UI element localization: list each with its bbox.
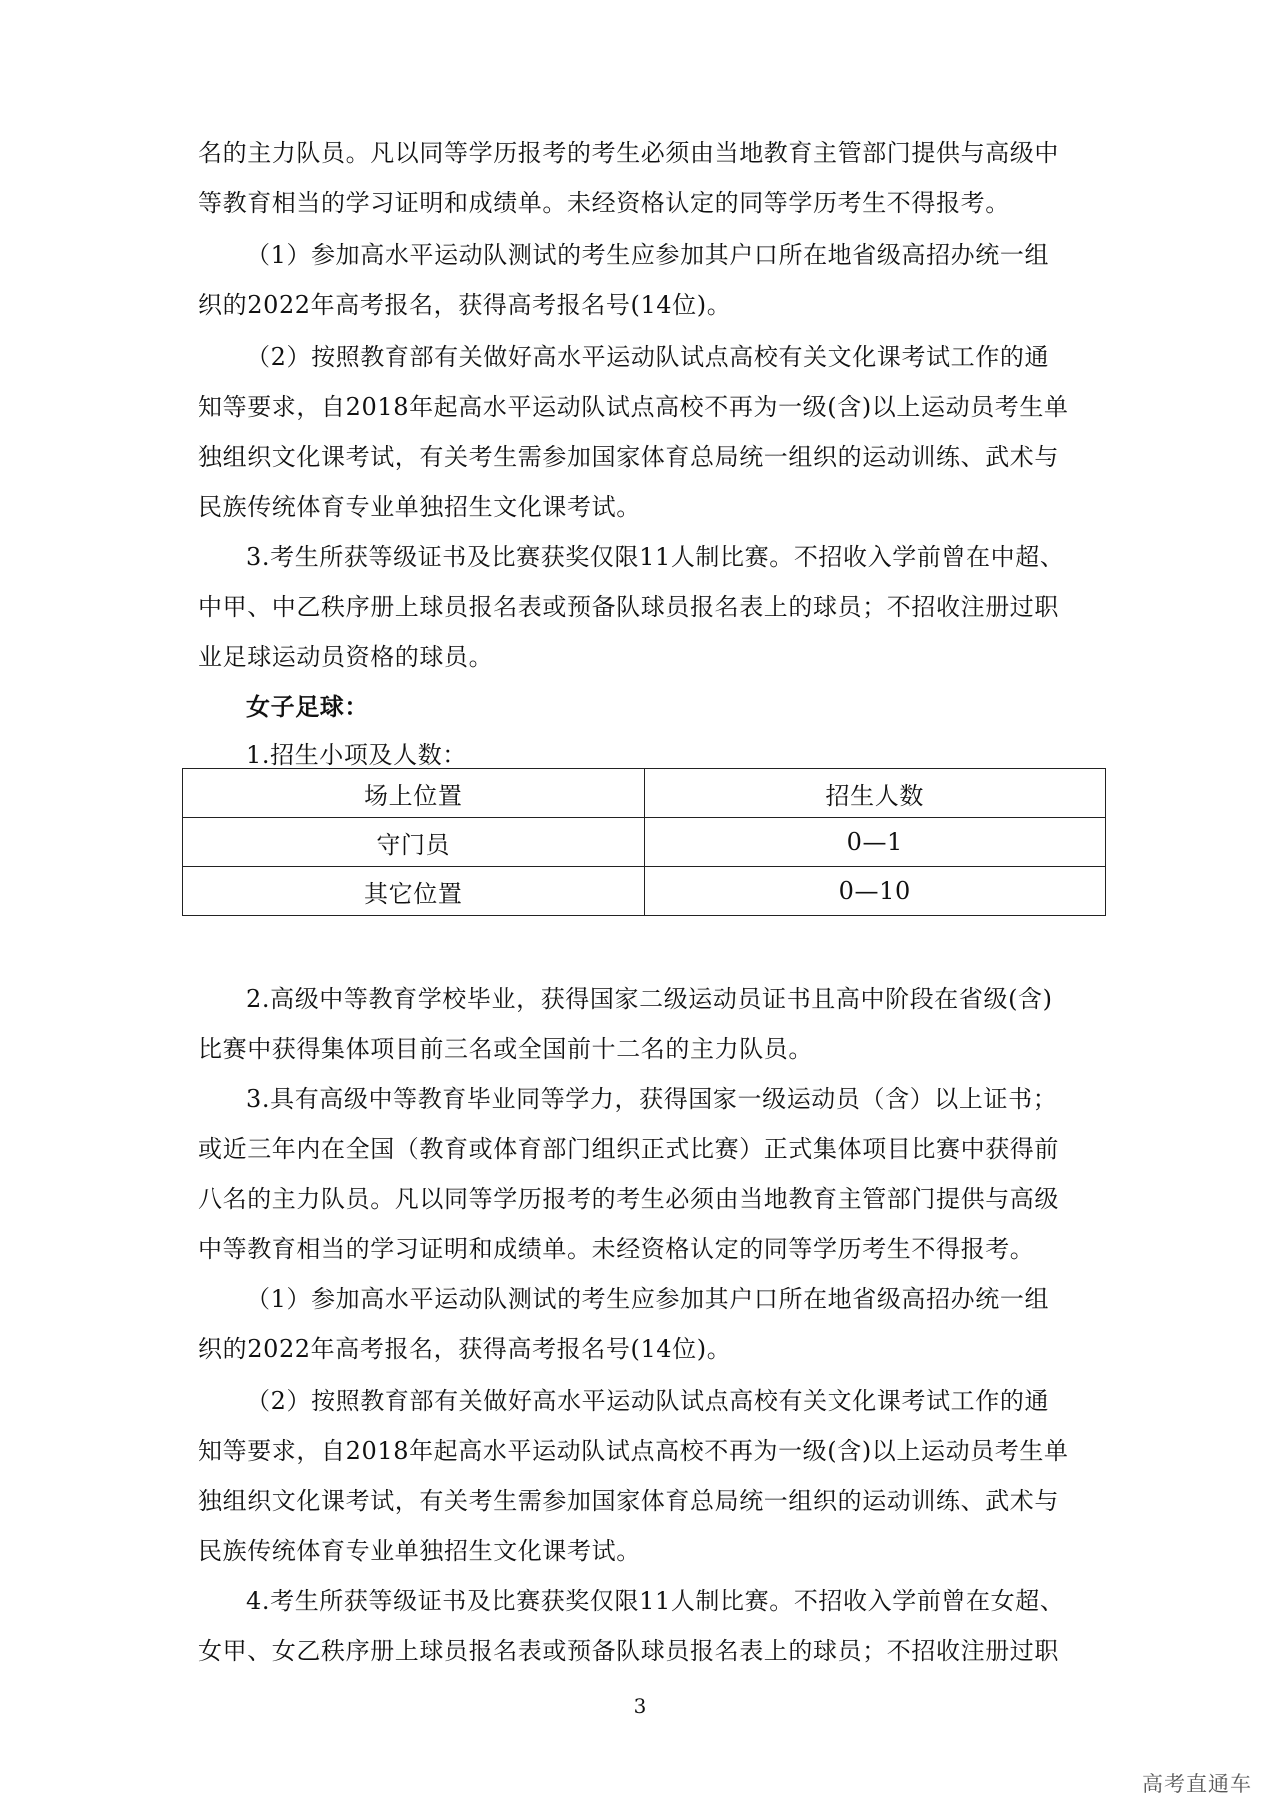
- table-cell: 其它位置: [183, 867, 645, 916]
- table-cell: 守门员: [183, 818, 645, 867]
- text-line: 2.高级中等教育学校毕业，获得国家二级运动员证书且高中阶段在省级(含): [246, 985, 1053, 1013]
- text-line: 知等要求，自2018年起高水平运动队试点高校不再为一级(含)以上运动员考生单: [198, 1437, 1069, 1465]
- text-line: 知等要求，自2018年起高水平运动队试点高校不再为一级(含)以上运动员考生单: [198, 393, 1069, 421]
- table-header-cell: 场上位置: [183, 769, 645, 818]
- text-line: 中甲、中乙秩序册上球员报名表或预备队球员报名表上的球员；不招收注册过职: [198, 593, 1059, 621]
- table-row: [183, 867, 1106, 916]
- text-line: 民族传统体育专业单独招生文化课考试。: [198, 493, 641, 521]
- text-line: 独组织文化课考试，有关考生需参加国家体育总局统一组织的运动训练、武术与: [198, 443, 1059, 471]
- text-line: 名的主力队员。凡以同等学历报考的考生必须由当地教育主管部门提供与高级中: [198, 139, 1059, 167]
- text-line: （2）按照教育部有关做好高水平运动队试点高校有关文化课考试工作的通: [246, 343, 1050, 371]
- text-line: 3.考生所获等级证书及比赛获奖仅限11人制比赛。不招收入学前曾在中超、: [246, 543, 1065, 571]
- text-line: （2）按照教育部有关做好高水平运动队试点高校有关文化课考试工作的通: [246, 1387, 1050, 1415]
- table-cell: 0—1: [644, 818, 1106, 867]
- table-cell: 0—10: [644, 867, 1106, 916]
- text-line: （1）参加高水平运动队测试的考生应参加其户口所在地省级高招办统一组: [246, 241, 1050, 269]
- section-heading: 女子足球：: [246, 692, 369, 721]
- enrollment-table: [182, 768, 1106, 916]
- text-line: 独组织文化课考试，有关考生需参加国家体育总局统一组织的运动训练、武术与: [198, 1487, 1059, 1515]
- watermark-text: 高考直通车: [1142, 1772, 1252, 1796]
- text-line: （1）参加高水平运动队测试的考生应参加其户口所在地省级高招办统一组: [246, 1285, 1050, 1313]
- text-line: 女甲、女乙秩序册上球员报名表或预备队球员报名表上的球员；不招收注册过职: [198, 1637, 1059, 1665]
- text-line: 织的2022年高考报名，获得高考报名号(14位)。: [198, 1335, 732, 1363]
- table-header-cell: 招生人数: [644, 769, 1106, 818]
- text-line: 八名的主力队员。凡以同等学历报考的考生必须由当地教育主管部门提供与高级: [198, 1185, 1059, 1213]
- text-line: 比赛中获得集体项目前三名或全国前十二名的主力队员。: [198, 1035, 813, 1063]
- text-line: 业足球运动员资格的球员。: [198, 643, 494, 671]
- text-line: 中等教育相当的学习证明和成绩单。未经资格认定的同等学历考生不得报考。: [198, 1235, 1035, 1263]
- text-line: 4.考生所获等级证书及比赛获奖仅限11人制比赛。不招收入学前曾在女超、: [246, 1587, 1065, 1615]
- table-header-row: [183, 769, 1106, 818]
- table-intro: 1.招生小项及人数：: [246, 741, 467, 769]
- text-line: 织的2022年高考报名，获得高考报名号(14位)。: [198, 291, 732, 319]
- page-number: 3: [633, 1694, 647, 1718]
- text-line: 民族传统体育专业单独招生文化课考试。: [198, 1537, 641, 1565]
- text-line: 或近三年内在全国（教育或体育部门组织正式比赛）正式集体项目比赛中获得前: [198, 1135, 1059, 1163]
- text-line: 等教育相当的学习证明和成绩单。未经资格认定的同等学历考生不得报考。: [198, 189, 1010, 217]
- table-row: [183, 818, 1106, 867]
- text-line: 3.具有高级中等教育毕业同等学力，获得国家一级运动员（含）以上证书；: [246, 1085, 1058, 1113]
